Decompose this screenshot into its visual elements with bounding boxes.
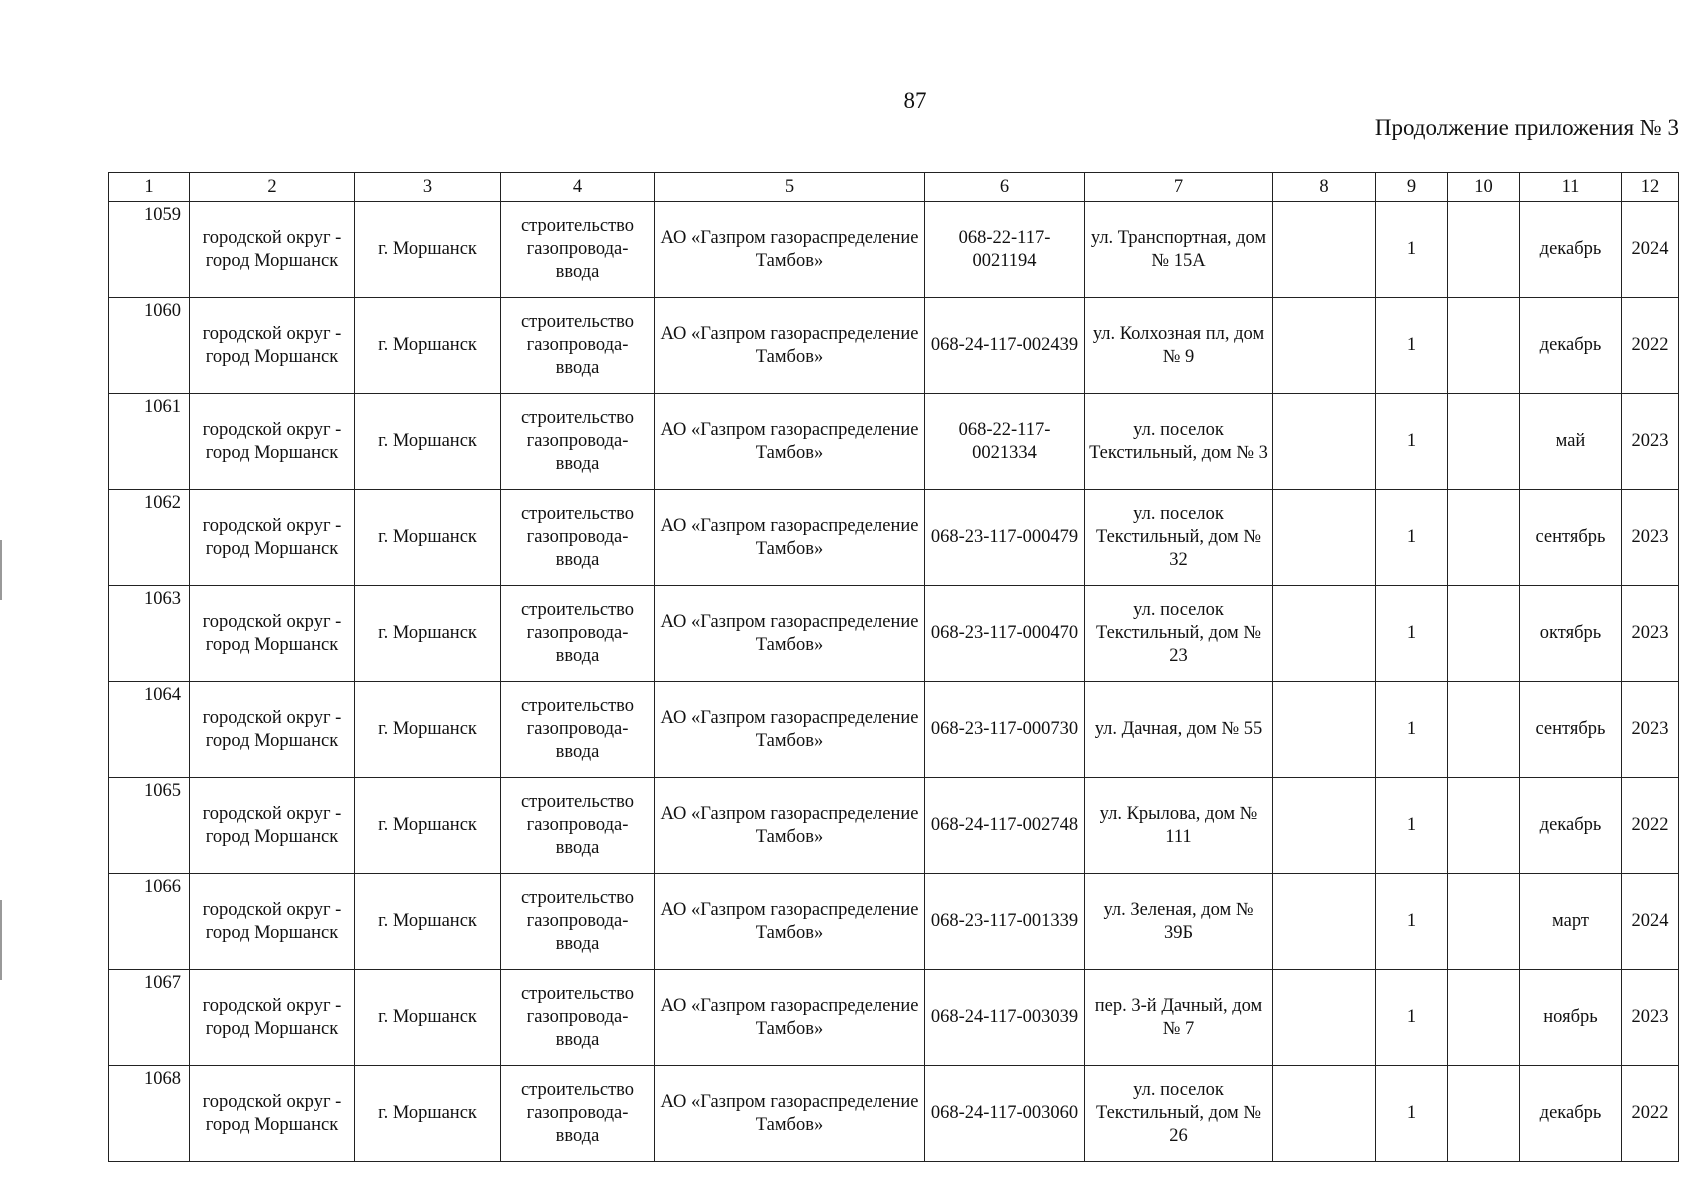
address-cell: ул. Транспортная, дом № 15А — [1085, 202, 1273, 298]
work-type-cell: строительство газопровода-ввода — [501, 778, 655, 874]
quantity-cell: 1 — [1376, 490, 1448, 586]
column-number-header-row — [109, 173, 1679, 202]
row-number-cell: 1067 — [109, 970, 190, 1066]
month-cell: ноябрь — [1520, 970, 1622, 1066]
empty-cell — [1273, 874, 1376, 970]
row-number-cell: 1068 — [109, 1066, 190, 1162]
page-number: 87 — [903, 88, 927, 113]
address-cell: ул. Крылова, дом № 111 — [1085, 778, 1273, 874]
work-type-cell: строительство газопровода-ввода — [501, 202, 655, 298]
empty-cell — [1273, 202, 1376, 298]
table-body — [109, 202, 1679, 1162]
month-cell: декабрь — [1520, 202, 1622, 298]
organization-cell: АО «Газпром газораспределение Тамбов» — [655, 970, 925, 1066]
year-cell: 2023 — [1622, 682, 1679, 778]
empty-cell — [1273, 394, 1376, 490]
work-type-cell: строительство газопровода-ввода — [501, 298, 655, 394]
code-cell: 068-24-117-002748 — [925, 778, 1085, 874]
city-cell: г. Моршанск — [355, 202, 501, 298]
column-header: 2 — [190, 173, 355, 202]
work-type-cell: строительство газопровода-ввода — [501, 1066, 655, 1162]
column-header: 1 — [109, 173, 190, 202]
empty-cell — [1448, 1066, 1520, 1162]
column-header: 11 — [1520, 173, 1622, 202]
year-cell: 2023 — [1622, 394, 1679, 490]
year-cell: 2023 — [1622, 586, 1679, 682]
quantity-cell: 1 — [1376, 970, 1448, 1066]
table-row — [109, 682, 1679, 778]
year-cell: 2024 — [1622, 874, 1679, 970]
column-header: 9 — [1376, 173, 1448, 202]
empty-cell — [1273, 490, 1376, 586]
row-number-cell: 1060 — [109, 298, 190, 394]
table-row — [109, 778, 1679, 874]
address-cell: ул. поселок Текстильный, дом № 23 — [1085, 586, 1273, 682]
code-cell: 068-23-117-000470 — [925, 586, 1085, 682]
organization-cell: АО «Газпром газораспределение Тамбов» — [655, 202, 925, 298]
row-number-cell: 1059 — [109, 202, 190, 298]
organization-cell: АО «Газпром газораспределение Тамбов» — [655, 682, 925, 778]
table-row — [109, 1066, 1679, 1162]
work-type-cell: строительство газопровода-ввода — [501, 970, 655, 1066]
city-cell: г. Моршанск — [355, 490, 501, 586]
table-row — [109, 490, 1679, 586]
city-cell: г. Моршанск — [355, 394, 501, 490]
empty-cell — [1448, 490, 1520, 586]
city-cell: г. Моршанск — [355, 682, 501, 778]
column-header: 7 — [1085, 173, 1273, 202]
organization-cell: АО «Газпром газораспределение Тамбов» — [655, 874, 925, 970]
empty-cell — [1273, 586, 1376, 682]
column-header: 6 — [925, 173, 1085, 202]
column-header: 12 — [1622, 173, 1679, 202]
row-number-cell: 1061 — [109, 394, 190, 490]
address-cell: ул. Зеленая, дом № 39Б — [1085, 874, 1273, 970]
work-type-cell: строительство газопровода-ввода — [501, 394, 655, 490]
table-row — [109, 970, 1679, 1066]
code-cell: 068-23-117-000730 — [925, 682, 1085, 778]
code-cell: 068-22-117-0021194 — [925, 202, 1085, 298]
row-number-cell: 1065 — [109, 778, 190, 874]
table-row — [109, 298, 1679, 394]
quantity-cell: 1 — [1376, 778, 1448, 874]
address-cell: ул. поселок Текстильный, дом № 32 — [1085, 490, 1273, 586]
empty-cell — [1448, 874, 1520, 970]
district-cell: городской округ - город Моршанск — [190, 298, 355, 394]
city-cell: г. Моршанск — [355, 1066, 501, 1162]
empty-cell — [1273, 778, 1376, 874]
month-cell: декабрь — [1520, 1066, 1622, 1162]
code-cell: 068-23-117-001339 — [925, 874, 1085, 970]
year-cell: 2023 — [1622, 490, 1679, 586]
quantity-cell: 1 — [1376, 202, 1448, 298]
empty-cell — [1448, 778, 1520, 874]
city-cell: г. Моршанск — [355, 874, 501, 970]
work-type-cell: строительство газопровода-ввода — [501, 682, 655, 778]
scan-edge-mark — [0, 540, 2, 600]
city-cell: г. Моршанск — [355, 298, 501, 394]
column-header: 8 — [1273, 173, 1376, 202]
work-type-cell: строительство газопровода-ввода — [501, 874, 655, 970]
empty-cell — [1448, 586, 1520, 682]
district-cell: городской округ - город Моршанск — [190, 778, 355, 874]
district-cell: городской округ - город Моршанск — [190, 874, 355, 970]
city-cell: г. Моршанск — [355, 970, 501, 1066]
year-cell: 2022 — [1622, 298, 1679, 394]
district-cell: городской округ - город Моршанск — [190, 394, 355, 490]
table-row — [109, 394, 1679, 490]
quantity-cell: 1 — [1376, 1066, 1448, 1162]
work-type-cell: строительство газопровода-ввода — [501, 586, 655, 682]
column-header: 3 — [355, 173, 501, 202]
organization-cell: АО «Газпром газораспределение Тамбов» — [655, 490, 925, 586]
code-cell: 068-24-117-003039 — [925, 970, 1085, 1066]
quantity-cell: 1 — [1376, 874, 1448, 970]
address-cell: ул. Дачная, дом № 55 — [1085, 682, 1273, 778]
month-cell: март — [1520, 874, 1622, 970]
address-cell: ул. поселок Текстильный, дом № 3 — [1085, 394, 1273, 490]
year-cell: 2023 — [1622, 970, 1679, 1066]
quantity-cell: 1 — [1376, 394, 1448, 490]
code-cell: 068-23-117-000479 — [925, 490, 1085, 586]
month-cell: май — [1520, 394, 1622, 490]
quantity-cell: 1 — [1376, 682, 1448, 778]
empty-cell — [1448, 394, 1520, 490]
city-cell: г. Моршанск — [355, 778, 501, 874]
district-cell: городской округ - город Моршанск — [190, 586, 355, 682]
year-cell: 2022 — [1622, 778, 1679, 874]
organization-cell: АО «Газпром газораспределение Тамбов» — [655, 778, 925, 874]
address-cell: пер. 3-й Дачный, дом № 7 — [1085, 970, 1273, 1066]
organization-cell: АО «Газпром газораспределение Тамбов» — [655, 1066, 925, 1162]
year-cell: 2024 — [1622, 202, 1679, 298]
code-cell: 068-22-117-0021334 — [925, 394, 1085, 490]
column-header: 5 — [655, 173, 925, 202]
empty-cell — [1448, 298, 1520, 394]
empty-cell — [1273, 298, 1376, 394]
district-cell: городской округ - город Моршанск — [190, 682, 355, 778]
work-type-cell: строительство газопровода-ввода — [501, 490, 655, 586]
quantity-cell: 1 — [1376, 586, 1448, 682]
empty-cell — [1448, 682, 1520, 778]
district-cell: городской округ - город Моршанск — [190, 1066, 355, 1162]
address-cell: ул. Колхозная пл, дом № 9 — [1085, 298, 1273, 394]
address-cell: ул. поселок Текстильный, дом № 26 — [1085, 1066, 1273, 1162]
empty-cell — [1273, 1066, 1376, 1162]
month-cell: октябрь — [1520, 586, 1622, 682]
month-cell: сентябрь — [1520, 490, 1622, 586]
empty-cell — [1273, 682, 1376, 778]
row-number-cell: 1064 — [109, 682, 190, 778]
year-cell: 2022 — [1622, 1066, 1679, 1162]
column-header: 4 — [501, 173, 655, 202]
table-row — [109, 586, 1679, 682]
district-cell: городской округ - город Моршанск — [190, 202, 355, 298]
table-row — [109, 202, 1679, 298]
code-cell: 068-24-117-003060 — [925, 1066, 1085, 1162]
organization-cell: АО «Газпром газораспределение Тамбов» — [655, 394, 925, 490]
code-cell: 068-24-117-002439 — [925, 298, 1085, 394]
row-number-cell: 1063 — [109, 586, 190, 682]
city-cell: г. Моршанск — [355, 586, 501, 682]
month-cell: декабрь — [1520, 778, 1622, 874]
empty-cell — [1448, 970, 1520, 1066]
scan-edge-mark — [0, 900, 2, 980]
district-cell: городской округ - город Моршанск — [190, 490, 355, 586]
gas-connection-table — [108, 172, 1679, 1162]
column-header: 10 — [1448, 173, 1520, 202]
row-number-cell: 1066 — [109, 874, 190, 970]
month-cell: сентябрь — [1520, 682, 1622, 778]
organization-cell: АО «Газпром газораспределение Тамбов» — [655, 298, 925, 394]
empty-cell — [1273, 970, 1376, 1066]
row-number-cell: 1062 — [109, 490, 190, 586]
empty-cell — [1448, 202, 1520, 298]
organization-cell: АО «Газпром газораспределение Тамбов» — [655, 586, 925, 682]
quantity-cell: 1 — [1376, 298, 1448, 394]
table-row — [109, 874, 1679, 970]
annex-caption: Продолжение приложения № 3 — [1374, 115, 1679, 140]
district-cell: городской округ - город Моршанск — [190, 970, 355, 1066]
month-cell: декабрь — [1520, 298, 1622, 394]
